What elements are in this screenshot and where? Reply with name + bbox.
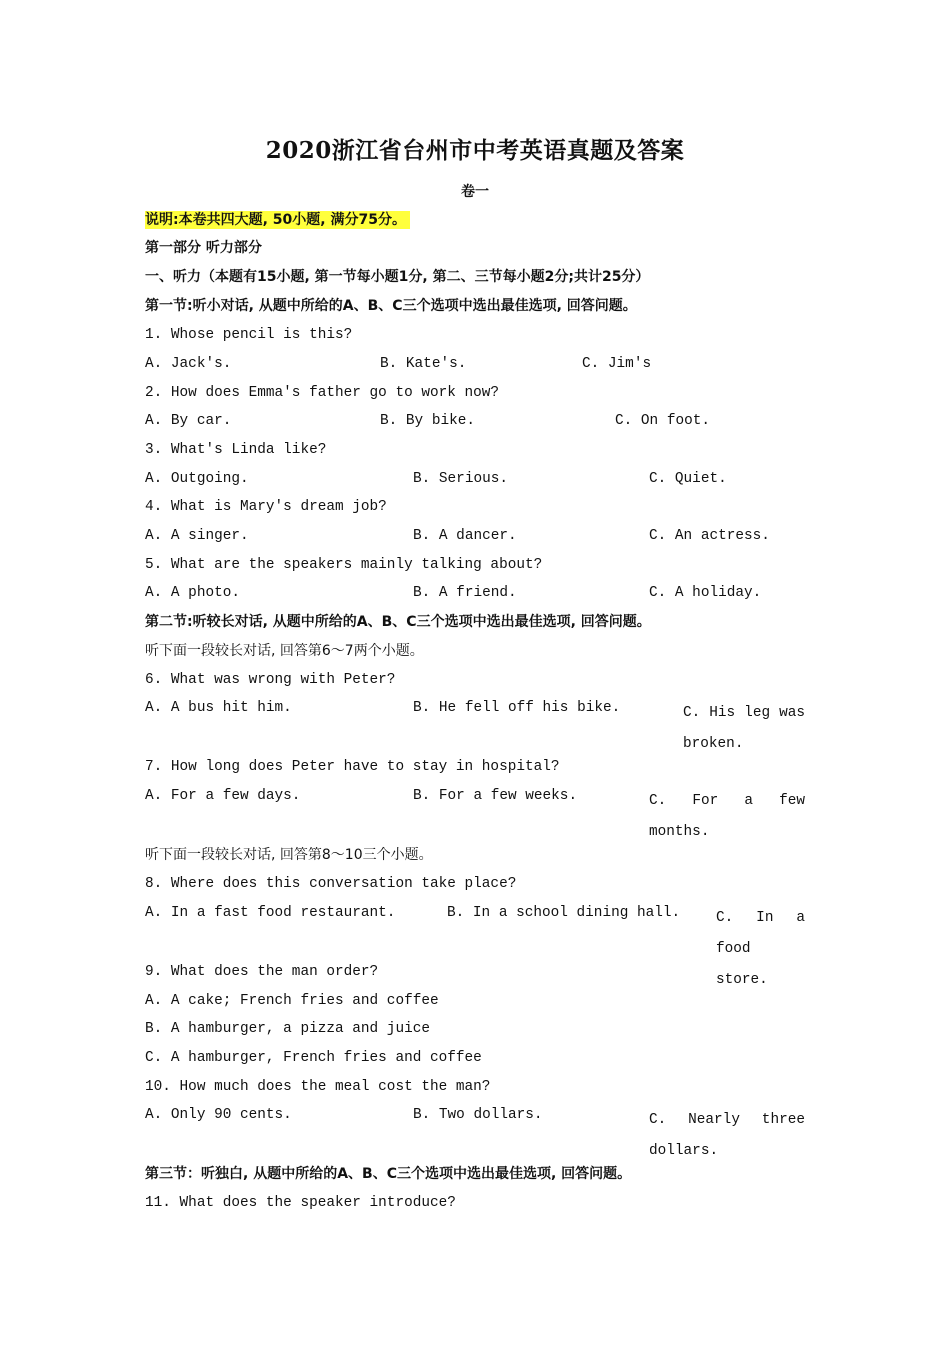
q1-option-b: B. Kate's. [380, 356, 467, 372]
question-2: 2. How does Emma's father go to work now? [145, 385, 500, 401]
q8-option-a: A. In a fast food restaurant. [145, 905, 396, 921]
q5-option-c: C. A holiday. [649, 585, 762, 601]
q4-option-a: A. A singer. [145, 528, 249, 544]
section1-instructions: 第一节:听小对话, 从题中所给的A、B、C三个选项中选出最佳选项, 回答问题。 [145, 298, 637, 314]
q8-option-c: C. In a food store. [716, 910, 805, 988]
question-1: 1. Whose pencil is this? [145, 327, 353, 343]
question-6: 6. What was wrong with Peter? [145, 672, 396, 688]
q6-option-b: B. He fell off his bike. [413, 700, 621, 716]
section2-subinstruction-2: 听下面一段较长对话, 回答第8～10三个小题。 [145, 847, 433, 863]
question-11: 11. What does the speaker introduce? [145, 1195, 456, 1211]
question-10: 10. How much does the meal cost the man? [145, 1079, 491, 1095]
highlighted-note: 说明:本卷共四大题, 50小题, 满分75分。 [145, 211, 410, 229]
question-4: 4. What is Mary's dream job? [145, 499, 387, 515]
section2-subinstruction-1: 听下面一段较长对话, 回答第6～7两个小题。 [145, 643, 424, 659]
q3-option-c: C. Quiet. [649, 471, 727, 487]
q5-option-b: B. A friend. [413, 585, 517, 601]
q6-option-c: C. His leg was broken. [683, 705, 805, 752]
paper-subtitle: 卷一 [461, 184, 489, 200]
q9-option-a: A. A cake; French fries and coffee [145, 993, 439, 1009]
q2-option-b: B. By bike. [380, 413, 475, 429]
q6-option-a: A. A bus hit him. [145, 700, 292, 716]
q9-option-c: C. A hamburger, French fries and coffee [145, 1050, 482, 1066]
section2-instructions: 第二节:听较长对话, 从题中所给的A、B、C三个选项中选出最佳选项, 回答问题。 [145, 614, 651, 630]
instructions-note [145, 210, 410, 230]
q10-option-b: B. Two dollars. [413, 1107, 543, 1123]
q10-option-a: A. Only 90 cents. [145, 1107, 292, 1123]
q4-option-c: C. An actress. [649, 528, 770, 544]
question-7: 7. How long does Peter have to stay in hospital? [145, 759, 560, 775]
q10-option-c: C. Nearly three dollars. [649, 1112, 805, 1159]
section3-instructions: 第三节：听独白, 从题中所给的A、B、C三个选项中选出最佳选项, 回答问题。 [145, 1166, 632, 1182]
q8-option-b: B. In a school dining hall. [447, 905, 681, 921]
q2-option-c: C. On foot. [615, 413, 710, 429]
part-heading: 第一部分 听力部分 [145, 240, 262, 256]
question-5: 5. What are the speakers mainly talking about? [145, 557, 543, 573]
q3-option-a: A. Outgoing. [145, 471, 249, 487]
q5-option-a: A. A photo. [145, 585, 240, 601]
q2-option-a: A. By car. [145, 413, 232, 429]
question-8: 8. Where does this conversation take place? [145, 876, 517, 892]
page-title: 2020浙江省台州市中考英语真题及答案 [265, 137, 685, 164]
q7-option-a: A. For a few days. [145, 788, 301, 804]
section-heading: 一、听力（本题有15小题, 第一节每小题1分, 第二、三节每小题2分;共计25分） [145, 269, 650, 285]
q7-option-b: B. For a few weeks. [413, 788, 578, 804]
q4-option-b: B. A dancer. [413, 528, 517, 544]
question-3: 3. What's Linda like? [145, 442, 327, 458]
question-9: 9. What does the man order? [145, 964, 379, 980]
q9-option-b: B. A hamburger, a pizza and juice [145, 1021, 430, 1037]
q3-option-b: B. Serious. [413, 471, 508, 487]
q1-option-c: C. Jim's [582, 356, 652, 372]
q1-option-a: A. Jack's. [145, 356, 232, 372]
q7-option-c: C. For a few months. [649, 793, 805, 840]
